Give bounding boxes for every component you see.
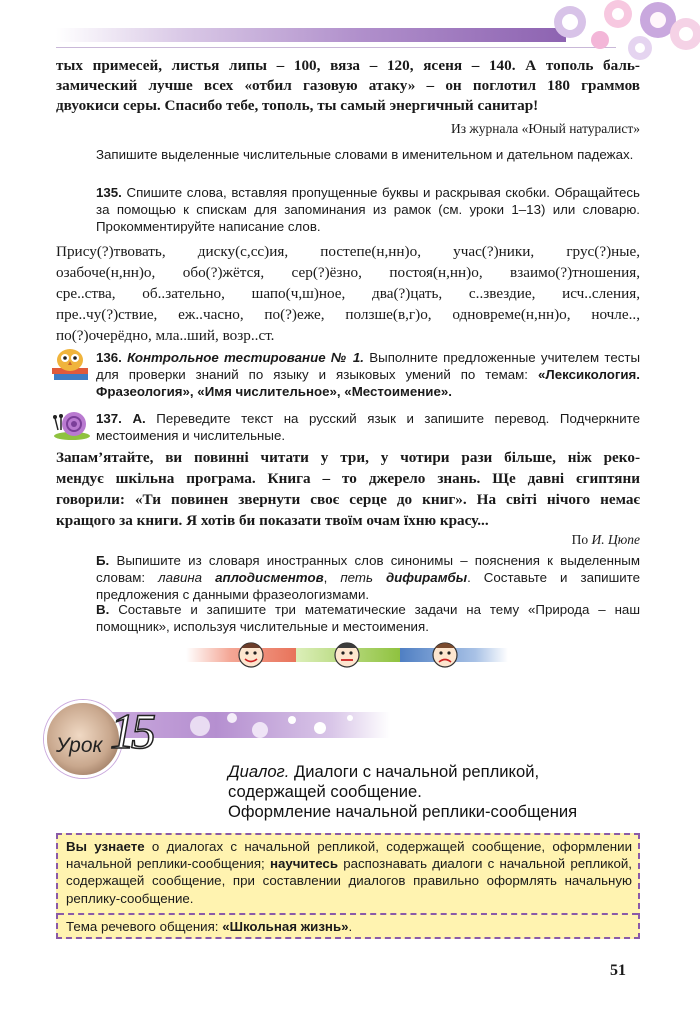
part-b-sep: ,	[323, 570, 328, 586]
intro-source: Из журнала «Юный натуралист»	[450, 121, 640, 136]
topic-label: Тема речевого общения:	[66, 919, 223, 934]
learn-label: Вы узнаете	[66, 839, 145, 854]
ukrainian-line-2: мендує шкільна програма. Книга – то джерело знань. Ще давні єгиптяни	[56, 470, 640, 487]
exercise-137-part-a-label: А.	[132, 411, 146, 426]
lesson-banner-circles	[180, 704, 380, 748]
lesson-number: 15	[110, 703, 152, 759]
smile-face-icon	[236, 638, 266, 670]
intro-task: Запишите выделенные числительные словами в именительном и дательном падежах.	[96, 147, 634, 162]
exercise-135-number: 135.	[96, 185, 122, 200]
intro-line-2: замический лучше всех «отбил газовую атаку» – он поглотил 180 граммов	[56, 77, 640, 94]
grin-face-icon	[332, 638, 362, 670]
part-c-label: В.	[96, 602, 110, 617]
ex135-words-line-4: пре..чу(?)ствие, еж..часно, по(?)еже, ползше(в,г)о, одновреме(н,нн)о, ночле..,	[56, 306, 640, 323]
ukrainian-line-4: кращого за книги. Я хотів би показати твоїм очам їхню красу...	[56, 512, 489, 529]
ukrainian-author	[572, 532, 640, 548]
ukrainian-line-1: Запам’ятайте, ви повинні читати у три, у чотири рази більше, ніж реко-	[56, 449, 640, 466]
exercise-136-topics: «Лексикология. Фразеология», «Имя числительное», «Местоимение».	[96, 367, 640, 400]
exercise-136-text: Выполните предложенные учителем тесты для проверки знаний по языку и языковых умений по темам:	[96, 350, 641, 383]
topic-value: «Школьная жизнь»	[222, 919, 349, 934]
ex135-words-line-2: озабоче(н,нн)о, обо(?)жётся, сер(?)ёзно, постоя(н,нн)о, взаимо(?)тношения,	[56, 264, 640, 281]
part-b-label: Б.	[96, 553, 110, 568]
owl-books-icon	[50, 346, 92, 382]
part-b-phrase-1b: аплодисментов	[215, 570, 324, 586]
exercise-136	[96, 349, 640, 401]
exercise-135-text: Спишите слова, вставляя пропущенные буквы и раскрывая скобки. Обращайтесь за помощью к спискам для запоминания из рамок (см. уроки 1–13) или словарю. Прокомментируйте написание слов.	[96, 185, 640, 235]
header-line	[56, 47, 616, 48]
info-topic	[66, 918, 632, 935]
info-learn-text	[66, 838, 632, 907]
topic-end: .	[348, 919, 353, 934]
info-box-separator	[58, 913, 638, 915]
snail-icon	[50, 404, 92, 442]
exercise-136-title: Контрольное тестирование № 1.	[127, 350, 365, 365]
author-name: И. Цюпе	[591, 532, 640, 547]
part-c-text: Составьте и запишите три математические задачи на тему «Природа – наш помощник», используя числительные и местоимения.	[96, 602, 640, 635]
exercise-137c	[96, 601, 640, 635]
exercise-137b	[96, 552, 640, 604]
author-prefix: По	[571, 532, 589, 547]
learn-text: о диалогах с начальной репликой, содержащей сообщение, оформлении начальной реплики-сообщения;	[66, 839, 632, 872]
ex135-words-line-3: сре..ства, об..зательно, шапо(ч,ш)ное, два(?)цать, с..звездие, исч..сления,	[56, 285, 640, 302]
intro-line-1: тых примесей, листья липы – 100, вяза – 120, ясеня – 140. А тополь баль-	[56, 57, 640, 74]
exercise-137-part-a-text: Переведите текст на русский язык и запишите перевод. Подчеркните местоимения и числительные.	[96, 411, 640, 444]
skill-label: научитесь	[269, 856, 339, 872]
intro-line-3: двуокиси серы. Спасибо тебе, тополь, ты самый энергичный санитар!	[56, 97, 539, 114]
part-b-text-1: Выпишите из словаря иностранных слов синонимы – пояснения к выделенным словам:	[96, 553, 641, 586]
page-number: 51	[610, 962, 626, 979]
skill-text: распознавать диалоги с начальной репликой, содержащей сообщение, при составлении диалогов правильно оформлять начальную реплику-сообщение.	[66, 856, 632, 906]
lesson-title-line-2: содержащей сообщение.	[228, 782, 422, 801]
header-band	[56, 28, 566, 42]
part-b-text-2: . Составьте и запишите предложения с данными фразеологизмами.	[96, 570, 641, 603]
lesson-title-line-3: Оформление начальной реплики-сообщения	[228, 802, 578, 821]
exercise-135	[96, 184, 640, 236]
sad-face-icon	[430, 638, 460, 670]
lesson-title-line-1: Диалоги с начальной репликой,	[289, 762, 540, 781]
part-b-phrase-2b: дифирамбы	[385, 570, 468, 586]
ex135-words-line-1: Прису(?)твовать, диску(с,сс)ия, постепе(н,нн)о, учас(?)ники, грус(?)ные,	[56, 243, 640, 260]
exercise-136-number: 136.	[96, 350, 122, 365]
part-b-phrase-2a: петь	[340, 570, 373, 586]
exercise-137-number: 137.	[96, 411, 122, 426]
lesson-title-italic: Диалог.	[228, 762, 290, 781]
lesson-word: Урок	[56, 734, 103, 757]
ukrainian-line-3: говорили: «Ти повинен звернути своє серце до книг». На світі нічого немає	[56, 491, 640, 508]
exercise-137a	[96, 410, 640, 444]
ex135-words-line-5: по(?)очерёдно, мла..ший, возр..ст.	[56, 327, 275, 344]
part-b-phrase-1a: лавина	[158, 570, 203, 586]
lesson-title	[228, 762, 648, 822]
